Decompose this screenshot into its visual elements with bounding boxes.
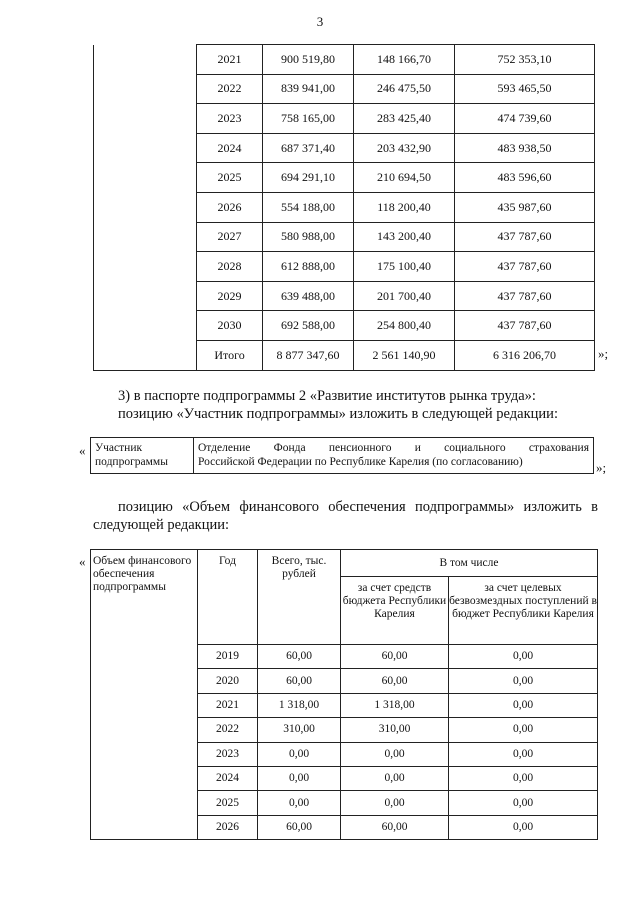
continuation-cell [94, 45, 197, 371]
cell-year: 2020 [198, 669, 258, 693]
cell-total: 687 371,40 [263, 133, 354, 163]
cell-year: Итого [197, 340, 263, 370]
cell-col2: 0,00 [341, 766, 449, 790]
cell-col2: 1 318,00 [341, 693, 449, 717]
cell-col3: 0,00 [449, 718, 598, 742]
cell-col2: 203 432,90 [354, 133, 455, 163]
cell-col3: 483 596,60 [455, 163, 595, 193]
cell-year: 2026 [198, 815, 258, 839]
cell-total: 900 519,80 [263, 45, 354, 75]
header-republic-budget: за счет средств бюджета Республики Карелия [341, 577, 449, 645]
header-total: Всего, тыс. рублей [258, 550, 341, 645]
cell-year: 2026 [197, 192, 263, 222]
cell-col2: 148 166,70 [354, 45, 455, 75]
cell-col2: 2 561 140,90 [354, 340, 455, 370]
cell-total: 694 291,10 [263, 163, 354, 193]
cell-total: 554 188,00 [263, 192, 354, 222]
cell-year: 2025 [197, 163, 263, 193]
cell-col2: 254 800,40 [354, 311, 455, 341]
cell-col3: 435 987,60 [455, 192, 595, 222]
cell-year: 2019 [198, 645, 258, 669]
cell-col2: 60,00 [341, 645, 449, 669]
participant-table [90, 437, 594, 474]
cell-col2: 310,00 [341, 718, 449, 742]
cell-total: 692 588,00 [263, 311, 354, 341]
cell-total: 60,00 [258, 815, 341, 839]
cell-total: 60,00 [258, 669, 341, 693]
cell-col2: 201 700,40 [354, 281, 455, 311]
cell-col3: 437 787,60 [455, 311, 595, 341]
table3-open-quote: « [79, 554, 86, 569]
cell-year: 2022 [197, 74, 263, 104]
cell-total: 580 988,00 [263, 222, 354, 252]
cell-col3: 437 787,60 [455, 222, 595, 252]
cell-year: 2021 [197, 45, 263, 75]
cell-total: 758 165,00 [263, 104, 354, 134]
table2-closing-mark: »; [596, 460, 607, 475]
participant-label: Участник подпрограммы [91, 438, 194, 474]
paragraph-subprogram-2: 3) в паспорте подпрограммы 2 «Развитие институтов рынка труда»: [118, 388, 536, 404]
cell-col2: 246 475,50 [354, 74, 455, 104]
cell-year: 2028 [197, 252, 263, 282]
participant-value [194, 438, 594, 474]
cell-year: 2022 [198, 718, 258, 742]
cell-col3: 0,00 [449, 693, 598, 717]
cell-col2: 210 694,50 [354, 163, 455, 193]
cell-year: 2027 [197, 222, 263, 252]
cell-col3: 474 739,60 [455, 104, 595, 134]
cell-total: 639 488,00 [263, 281, 354, 311]
cell-col3: 0,00 [449, 791, 598, 815]
header-including: В том числе [341, 550, 598, 577]
funding-table-continued [93, 44, 595, 371]
cell-total: 1 318,00 [258, 693, 341, 717]
cell-col2: 60,00 [341, 669, 449, 693]
cell-col3: 6 316 206,70 [455, 340, 595, 370]
cell-col2: 0,00 [341, 742, 449, 766]
cell-col2: 283 425,40 [354, 104, 455, 134]
cell-col3: 593 465,50 [455, 74, 595, 104]
cell-year: 2024 [198, 766, 258, 790]
cell-col3: 0,00 [449, 815, 598, 839]
cell-col2: 143 200,40 [354, 222, 455, 252]
participant-value-line1: Отделение Фонда пенсионного и социального страхования [198, 442, 589, 454]
cell-col3: 0,00 [449, 645, 598, 669]
cell-year: 2024 [197, 133, 263, 163]
cell-year: 2030 [197, 311, 263, 341]
table-row [94, 45, 595, 75]
cell-year: 2029 [197, 281, 263, 311]
cell-col2: 0,00 [341, 791, 449, 815]
header-year: Год [198, 550, 258, 645]
participant-value-line2: Российской Федерации по Республике Карелия (по согласованию) [198, 456, 523, 468]
cell-col3: 0,00 [449, 742, 598, 766]
cell-year: 2023 [197, 104, 263, 134]
cell-total: 8 877 347,60 [263, 340, 354, 370]
header-targeted-receipts: за счет целевых безвозмездных поступлений в бюджет Республики Карелия [449, 577, 598, 645]
paragraph-funding-position-end: следующей редакции: [93, 517, 230, 533]
table1-closing-mark: »; [598, 346, 609, 361]
cell-total: 0,00 [258, 791, 341, 815]
funding-table [90, 549, 598, 840]
cell-year: 2021 [198, 693, 258, 717]
cell-col3: 0,00 [449, 669, 598, 693]
cell-col3: 752 353,10 [455, 45, 595, 75]
cell-col2: 118 200,40 [354, 192, 455, 222]
cell-col3: 437 787,60 [455, 252, 595, 282]
table2-open-quote: « [79, 443, 86, 458]
cell-total: 60,00 [258, 645, 341, 669]
cell-col2: 60,00 [341, 815, 449, 839]
paragraph-participant-position: позицию «Участник подпрограммы» изложить в следующей редакции: [118, 406, 558, 422]
paragraph-funding-position: позицию «Объем финансового обеспечения подпрограммы» изложить в [118, 499, 598, 515]
cell-col3: 483 938,50 [455, 133, 595, 163]
cell-year: 2025 [198, 791, 258, 815]
cell-total: 839 941,00 [263, 74, 354, 104]
page-number: 3 [316, 14, 324, 29]
cell-total: 0,00 [258, 766, 341, 790]
cell-col3: 0,00 [449, 766, 598, 790]
cell-total: 0,00 [258, 742, 341, 766]
cell-total: 310,00 [258, 718, 341, 742]
cell-total: 612 888,00 [263, 252, 354, 282]
cell-year: 2023 [198, 742, 258, 766]
funding-label: Объем финансового обеспечения подпрограммы [91, 550, 198, 840]
cell-col2: 175 100,40 [354, 252, 455, 282]
cell-col3: 437 787,60 [455, 281, 595, 311]
